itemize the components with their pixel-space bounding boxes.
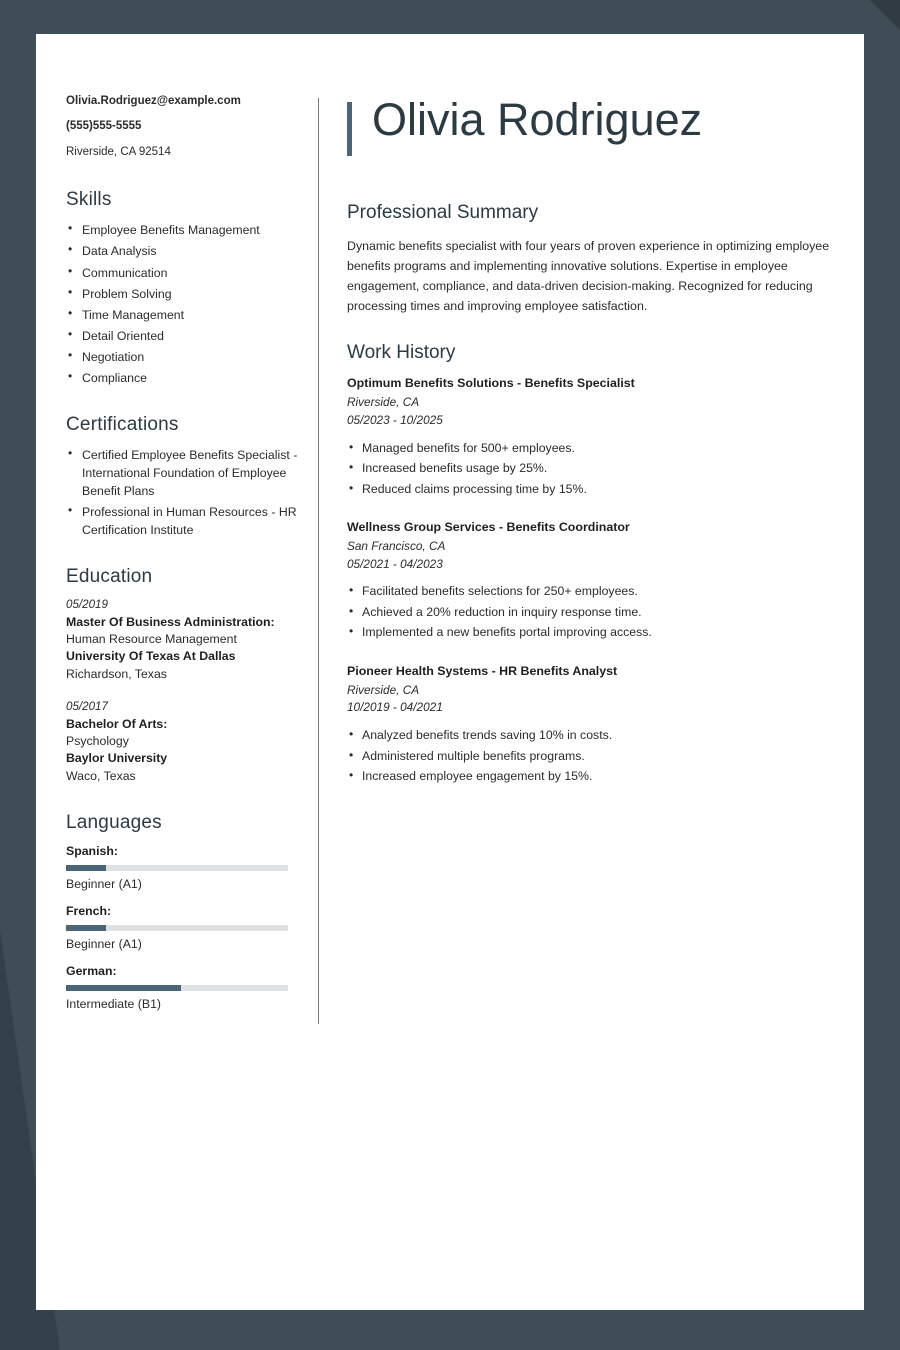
- certifications-heading: Certifications: [66, 413, 179, 435]
- resume-main: [347, 94, 830, 1024]
- language-level-bar: [66, 985, 288, 991]
- list-item: • Detail Oriented: [66, 327, 302, 345]
- list-item: • Communication: [66, 264, 302, 282]
- job-location: Riverside, CA: [347, 682, 420, 697]
- list-item: • Facilitated benefits selections for 250+ employees.: [347, 582, 830, 600]
- education-school-location: Waco, Texas: [66, 768, 136, 783]
- list-item: • Problem Solving: [66, 285, 302, 303]
- job-bullets: [347, 726, 830, 785]
- job-dates: 05/2021 - 04/2023: [347, 556, 443, 571]
- language-name-suffix: :: [107, 903, 112, 918]
- job-dates: 10/2019 - 04/2021: [347, 700, 443, 715]
- list-item: • Data Analysis: [66, 242, 302, 260]
- contact-phone: (555)555-5555: [66, 120, 142, 133]
- list-item: • Administered multiple benefits programs.: [347, 747, 830, 765]
- education-degree: [66, 614, 302, 631]
- resume-page: [36, 34, 864, 1310]
- list-item: • Analyzed benefits trends saving 10% in costs.: [347, 726, 830, 744]
- contact-location: Riverside, CA 92514: [66, 145, 171, 158]
- summary-heading: Professional Summary: [347, 202, 539, 223]
- education-degree-suffix: :: [270, 614, 275, 629]
- professional-summary-section: [347, 202, 830, 316]
- education-entry: [66, 700, 302, 786]
- list-item: • Increased employee engagement by 15%.: [347, 767, 830, 785]
- language-level-label: Intermediate (B1): [66, 996, 162, 1011]
- education-degree-text: Master Of Business Administration: [66, 614, 271, 629]
- language-level-bar-fill: [66, 925, 106, 931]
- education-school: University Of Texas At Dallas: [66, 648, 236, 663]
- language-name: [66, 844, 302, 858]
- column-divider: [318, 98, 319, 1024]
- list-item: • Employee Benefits Management: [66, 221, 302, 239]
- job-location: San Francisco, CA: [347, 539, 446, 554]
- language-level-bar: [66, 925, 288, 931]
- language-level-bar-fill: [66, 865, 106, 871]
- education-degree-text: Bachelor Of Arts: [66, 716, 164, 731]
- language-name-text: Spanish: [66, 843, 114, 858]
- job-title: Wellness Group Services - Benefits Coordinator: [347, 520, 630, 535]
- language-name-suffix: :: [112, 963, 117, 978]
- list-item: • Negotiation: [66, 348, 302, 366]
- page-title: Olivia Rodriguez: [372, 94, 703, 145]
- list-item: • Implemented a new benefits portal improving access.: [347, 623, 830, 641]
- list-item: • Time Management: [66, 306, 302, 324]
- language-row: [66, 964, 302, 1011]
- education-date: 05/2017: [66, 699, 108, 713]
- work-history-section: [347, 342, 830, 785]
- skills-heading: Skills: [66, 189, 112, 211]
- language-name-text: French: [66, 903, 107, 918]
- education-degree-suffix: :: [163, 716, 168, 731]
- job-bullets: [347, 439, 830, 498]
- list-item: • Professional in Human Resources - HR Certification Institute: [66, 503, 302, 539]
- language-name-text: German: [66, 963, 113, 978]
- language-name: [66, 904, 302, 918]
- language-row: [66, 844, 302, 891]
- education-entry: [66, 598, 302, 684]
- education-degree: [66, 716, 302, 733]
- job-dates: 05/2023 - 10/2025: [347, 413, 443, 428]
- contact-email: Olivia.Rodriguez@example.com: [66, 95, 241, 107]
- job-entry: [347, 376, 830, 498]
- work-history-heading: Work History: [347, 342, 456, 364]
- education-school-location: Richardson, Texas: [66, 666, 167, 681]
- job-bullets: [347, 582, 830, 641]
- job-title: Optimum Benefits Solutions - Benefits Specialist: [347, 376, 635, 391]
- language-level-label: Beginner (A1): [66, 936, 142, 951]
- education-field: Human Resource Management: [66, 631, 237, 646]
- skills-list: [66, 221, 302, 388]
- education-field: Psychology: [66, 733, 129, 748]
- language-level-bar-fill: [66, 985, 181, 991]
- language-name: [66, 964, 302, 978]
- education-heading: Education: [66, 565, 153, 587]
- background-corner-top-right: [870, 0, 900, 30]
- job-title: Pioneer Health Systems - HR Benefits Analyst: [347, 663, 618, 678]
- summary-text: Dynamic benefits specialist with four years of proven experience in optimizing employee benefits programs and implementing innovative solutions. Expertise in employee engagement, compliance, and data-driven decision-making. Recognized for reducing processing times and improving employee satisfaction.: [347, 239, 830, 314]
- languages-heading: Languages: [66, 811, 162, 833]
- language-level-bar: [66, 865, 288, 871]
- job-entry: [347, 664, 830, 786]
- language-name-suffix: :: [113, 843, 118, 858]
- list-item: • Achieved a 20% reduction in inquiry response time.: [347, 603, 830, 621]
- language-row: [66, 904, 302, 951]
- resume-body: [36, 34, 864, 1024]
- job-entry: [347, 520, 830, 642]
- language-level-label: Beginner (A1): [66, 876, 142, 891]
- certifications-list: [66, 446, 302, 540]
- list-item: • Certified Employee Benefits Specialist - International Foundation of Employee Benefit Plans: [66, 446, 302, 501]
- education-date: 05/2019: [66, 597, 108, 611]
- list-item: • Compliance: [66, 369, 302, 387]
- list-item: • Increased benefits usage by 25%.: [347, 459, 830, 477]
- education-school: Baylor University: [66, 751, 168, 766]
- list-item: • Reduced claims processing time by 15%.: [347, 480, 830, 498]
- resume-sidebar: [66, 94, 318, 1024]
- accent-bar: [347, 102, 352, 156]
- name-block: [347, 96, 830, 156]
- job-location: Riverside, CA: [347, 395, 420, 410]
- list-item: • Managed benefits for 500+ employees.: [347, 439, 830, 457]
